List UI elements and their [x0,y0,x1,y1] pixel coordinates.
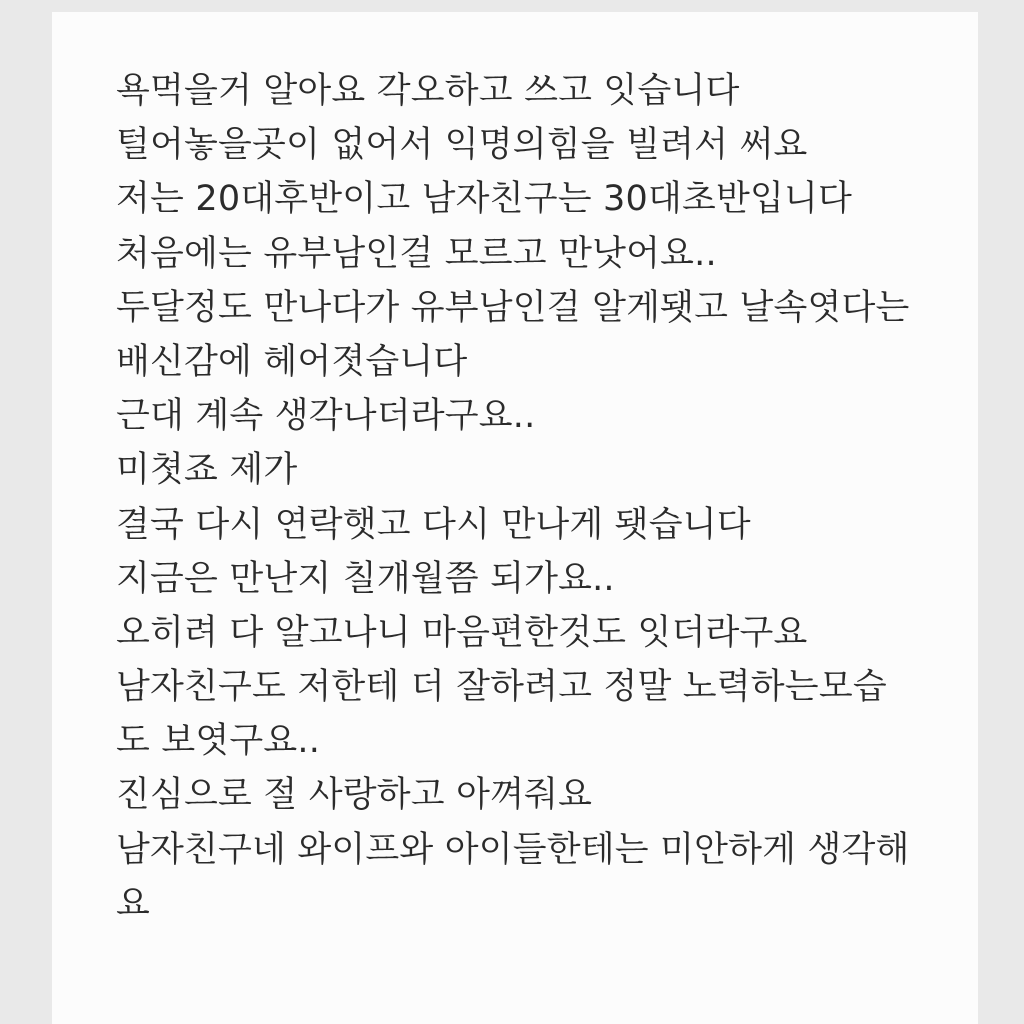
post-text-line: 결국 다시 연락햇고 다시 만나게 됏습니다 [116,504,751,545]
post-text-line: 털어놓을곳이 없어서 익명의힘을 빌려서 써요 [116,125,808,166]
post-text-line: 요 [116,883,151,924]
post-text-line: 남자친구네 와이프와 아이들한테는 미안하게 생각해 [116,829,910,870]
post-text-line: 진심으로 절 사랑하고 아껴줘요 [116,775,593,816]
post-body [52,12,978,1024]
post-text-line: 근대 계속 생각나더라구요.. [116,396,536,437]
post-text-line: 배신감에 헤어졋습니다 [116,341,468,382]
post-text-line: 욕먹을거 알아요 각오하고 쓰고 잇습니다 [116,71,740,111]
post-text-line: 오히려 다 알고나니 마음편한것도 잇더라구요 [116,612,808,653]
post-text-line: 남자친구도 저한테 더 잘하려고 정말 노력하는모습 [116,667,887,708]
post-text-line: 미쳣죠 제가 [116,450,298,491]
post-text-line: 두달정도 만나다가 유부남인걸 알게됏고 날속엿다는 [116,287,910,328]
post-text-line: 지금은 만난지 칠개월쯤 되가요.. [116,558,615,599]
post-text-line: 처음에는 유부남인걸 모르고 만낫어요.. [116,233,717,274]
post-text-line: 저는 20대후반이고 남자친구는 30대초반입니다 [116,179,853,220]
post-text-line: 도 보엿구요.. [116,721,321,762]
